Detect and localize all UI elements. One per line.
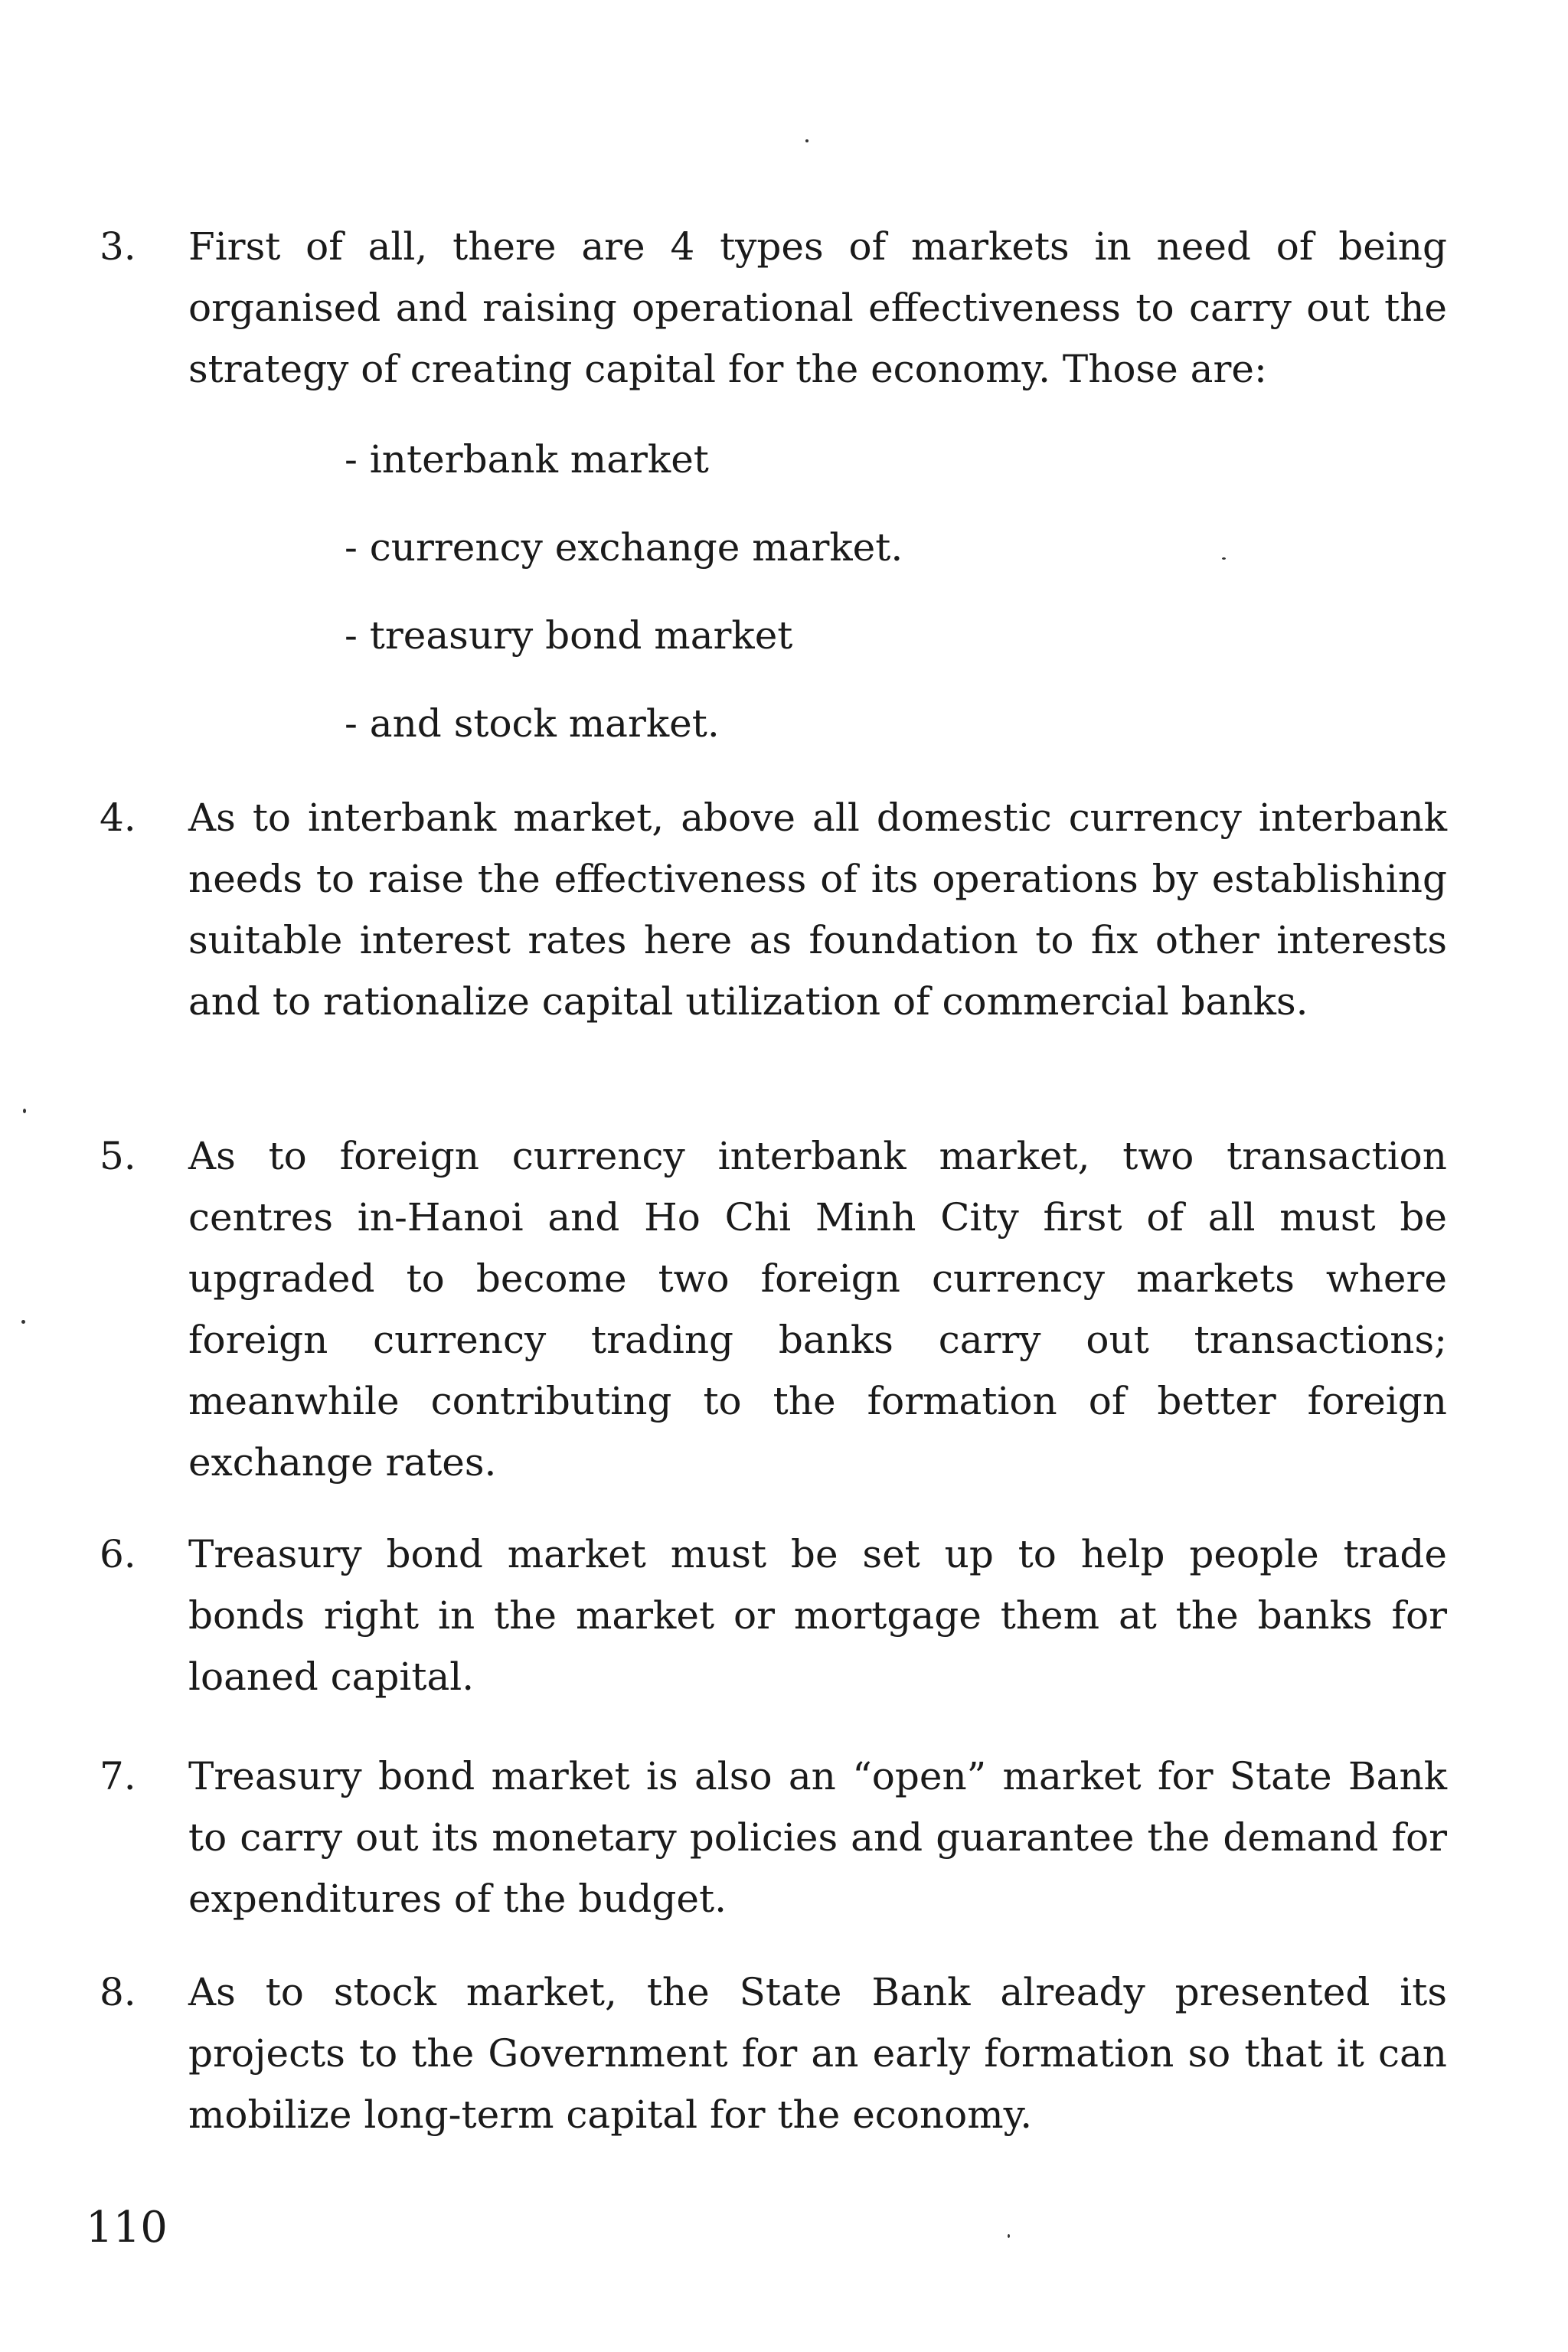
page-number: 110 xyxy=(86,2203,168,2252)
item-number: 7. xyxy=(100,1754,136,1798)
scan-speck xyxy=(21,1320,25,1324)
list-item-7 xyxy=(100,1746,1447,1929)
item-text: Treasury bond market is also an “open” market for State Bank to carry out its monetary policies and guarantee the demand for expenditures of the budget. xyxy=(188,1754,1447,1921)
scan-speck xyxy=(1222,557,1226,560)
list-item-8 xyxy=(100,1962,1447,2145)
list-item-6 xyxy=(100,1524,1447,1707)
market-list-item: - treasury bond market xyxy=(345,613,793,658)
scan-speck xyxy=(1008,2234,1010,2238)
item-number: 3. xyxy=(100,224,136,269)
item-number: 8. xyxy=(100,1970,136,2014)
item-number: 6. xyxy=(100,1532,136,1576)
item-number: 5. xyxy=(100,1134,136,1178)
item-text: As to foreign currency interbank market, two transaction centres in-Hanoi and Ho Chi Minh City first of all must be upgraded to become two foreign currency markets where foreign currency trading banks carry out transactions; meanwhile contributing to the formation of better foreign exchange rates. xyxy=(188,1134,1447,1485)
market-list-item: - interbank market xyxy=(345,437,709,482)
list-item-5 xyxy=(100,1125,1447,1493)
scan-speck xyxy=(805,139,808,142)
item-text: As to interbank market, above all domestic currency interbank needs to raise the effectiveness of its operations by establishing suitable interest rates here as foundation to fix other interests and to rationalize capital utilization of commercial banks. xyxy=(188,795,1447,1024)
item-text: Treasury bond market must be set up to help people trade bonds right in the market or mortgage them at the banks for loaned capital. xyxy=(188,1532,1447,1699)
scan-speck xyxy=(23,1109,26,1113)
item-number: 4. xyxy=(100,795,136,840)
market-list-item: - currency exchange market. xyxy=(345,525,903,570)
market-list-item: - and stock market. xyxy=(345,701,720,746)
item-text: As to stock market, the State Bank already presented its projects to the Government for an early formation so that it can mobilize long-term capital for the economy. xyxy=(188,1970,1447,2137)
list-item-3 xyxy=(100,216,1447,400)
list-item-4 xyxy=(100,787,1447,1032)
item-text: First of all, there are 4 types of markets in need of being organised and raising operational effectiveness to carry out the strategy of creating capital for the economy. Those are: xyxy=(188,224,1447,391)
